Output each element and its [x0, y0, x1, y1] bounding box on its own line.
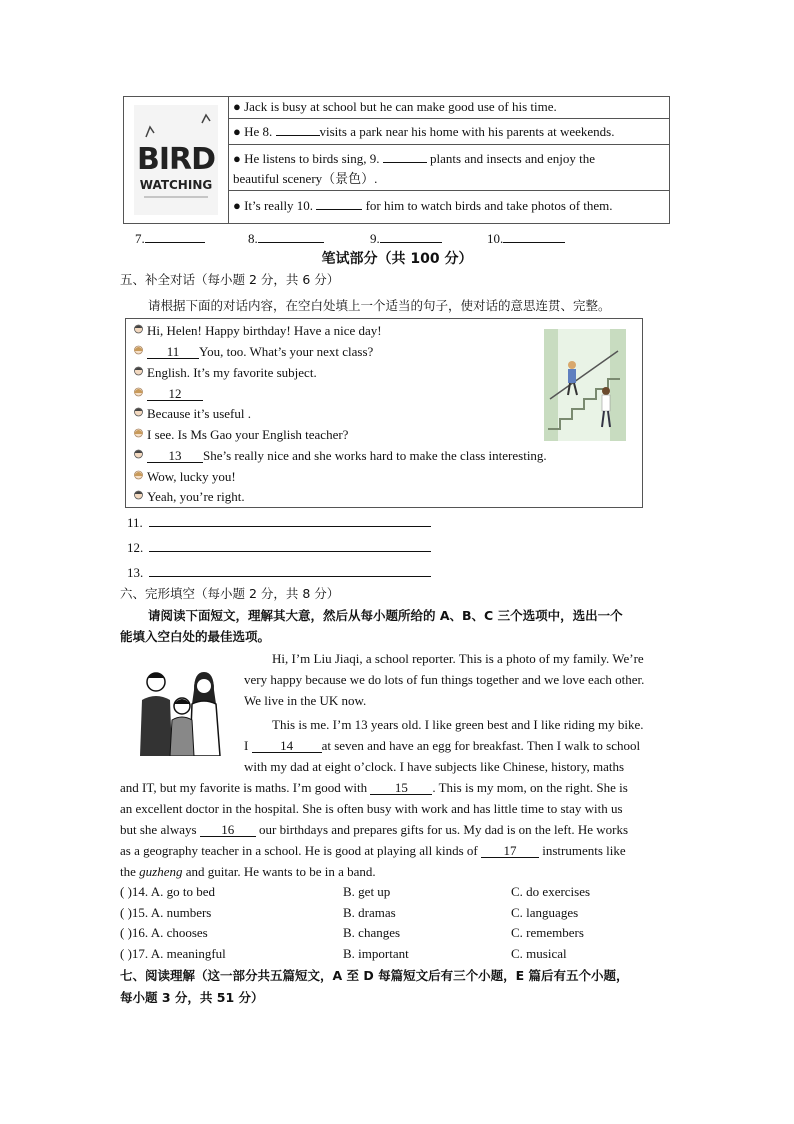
family-illustration [134, 668, 226, 756]
cloze-blank-17[interactable]: 17 [481, 844, 539, 858]
question-16-option-b[interactable]: B. changes [343, 925, 401, 940]
question-17: ( )17. A. meaningful [120, 946, 226, 961]
boy-face-icon [133, 406, 144, 418]
question-15: ( )15. A. numbers [120, 905, 212, 920]
table-row-4: ● It’s really 10. for him to watch birds and take photos of them. [233, 198, 613, 213]
passage-p1-line3: We live in the UK now. [244, 693, 367, 708]
passage-p2-line7: as a geography teacher in a school. He is good at playing all kinds of 17 instruments like [120, 843, 626, 858]
table-row-2: ● He 8. visits a park near his home with his parents at weekends. [229, 119, 669, 145]
boy-face-icon [133, 448, 144, 460]
section5-instruction: 请根据下面的对话内容，在空白处填上一个适当的句子，使对话的意思连贯、完整。 [148, 298, 611, 313]
written-part-title: 笔试部分（共 100 分） [321, 251, 473, 267]
dialogue-line-4 [133, 385, 203, 403]
dialogue-box [125, 318, 643, 508]
girl-face-icon [133, 344, 144, 356]
dialogue-line-6: I see. Is Ms Gao your English teacher? [133, 426, 348, 444]
section6-instruction-2: 能填入空白处的最佳选项。 [120, 629, 271, 644]
question-16-option-c[interactable]: C. remembers [511, 925, 584, 940]
dialogue-blank-12[interactable]: 12 [147, 387, 203, 401]
cloze-blank-16[interactable]: 16 [200, 823, 256, 837]
answer-10: 10. [487, 231, 565, 247]
girl-face-icon [133, 386, 144, 398]
question-15-option-b[interactable]: B. dramas [343, 905, 396, 920]
answer-9: 9. [370, 231, 442, 247]
question-17-option-b[interactable]: B. important [343, 946, 409, 961]
dialogue-line-7: 13 She’s really nice and she works hard to make the class interesting. [133, 447, 547, 465]
boy-face-icon [133, 323, 144, 335]
section7-heading-1: 七、阅读理解（这一部分共五篇短文，A 至 D 每篇短文后有三个小题，E 篇后有五个小题， [120, 968, 629, 983]
answer-13: 13. [127, 565, 431, 581]
answer-12-line[interactable] [149, 551, 431, 552]
passage-p2-line2: I 14 at seven and have an egg for breakfast. Then I walk to school [244, 738, 641, 753]
passage-p1-line2: very happy because we do lots of fun things together and we love each other. [244, 672, 645, 687]
cloze-blank-15[interactable]: 15 [370, 781, 432, 795]
dialogue-blank-13[interactable]: 13 [147, 449, 203, 463]
dialogue-line-1: Hi, Helen! Happy birthday! Have a nice day! [133, 322, 382, 340]
section6-heading: 六、完形填空（每小题 2 分，共 8 分） [120, 586, 340, 601]
table-row-3: ● He listens to birds sing, 9. plants and insects and enjoy the beautiful scenery（景色）. [229, 145, 669, 191]
section7-heading-2: 每小题 3 分，共 51 分） [120, 990, 264, 1005]
bird-watching-image [124, 97, 229, 223]
answer-8-line[interactable] [258, 242, 324, 243]
bird-watching-logo [124, 97, 228, 223]
svg-text:WATCHING: WATCHING [139, 178, 213, 192]
passage-p1-line1: Hi, I’m Liu Jiaqi, a school reporter. This is a photo of my family. We’re [272, 651, 644, 666]
answer-7: 7. [135, 231, 205, 247]
boy-face-icon [133, 489, 144, 501]
bird-watching-table [123, 96, 670, 224]
passage-p2-line5: an excellent doctor in the hospital. She is often busy with work and has little time to stay with us [120, 801, 623, 816]
answer-11: 11. [127, 515, 431, 531]
passage-p2-line6: but she always 16 our birthdays and prepares gifts for us. My dad is on the left. He works [120, 822, 629, 837]
boy-face-icon [133, 365, 144, 377]
answer-8: 8. [248, 231, 324, 247]
dialogue-line-9: Yeah, you’re right. [133, 488, 245, 506]
section5-heading: 五、补全对话（每小题 2 分，共 6 分） [120, 272, 340, 287]
answer-7-line[interactable] [145, 242, 205, 243]
answer-12: 12. [127, 540, 431, 556]
girl-face-icon [133, 469, 144, 481]
blank-9[interactable] [383, 162, 427, 163]
question-16: ( )16. A. chooses [120, 925, 208, 940]
section6-instruction-1: 请阅读下面短文，理解其大意，然后从每小题所给的 A、B、C 三个选项中，选出一个 [148, 608, 623, 623]
question-14-option-b[interactable]: B. get up [343, 884, 391, 899]
blank-10[interactable] [316, 209, 362, 210]
passage-p2-line8: the guzheng and guitar. He wants to be in a band. [120, 864, 376, 879]
answer-11-line[interactable] [149, 526, 431, 527]
dialogue-line-2: 11 You, too. What’s your next class? [133, 343, 373, 361]
passage-p2-line1: This is me. I’m 13 years old. I like green best and I like riding my bike. [272, 717, 644, 732]
dialogue-line-5: Because it’s useful . [133, 405, 251, 423]
staircase-illustration [544, 329, 626, 441]
answer-9-line[interactable] [380, 242, 442, 243]
passage-p2-line3: with my dad at eight o’clock. I have subjects like Chinese, history, maths [244, 759, 625, 774]
question-14: ( )14. A. go to bed [120, 884, 215, 899]
girl-face-icon [133, 427, 144, 439]
svg-text:BIRD: BIRD [136, 142, 216, 177]
question-17-option-c[interactable]: C. musical [511, 946, 567, 961]
answer-13-line[interactable] [149, 576, 431, 577]
cloze-blank-14[interactable]: 14 [252, 739, 322, 753]
answer-10-line[interactable] [503, 242, 565, 243]
table-row-1: ● Jack is busy at school but he can make good use of his time. [229, 97, 669, 119]
dialogue-line-8: Wow, lucky you! [133, 468, 236, 486]
question-14-option-c[interactable]: C. do exercises [511, 884, 591, 899]
blank-8[interactable] [276, 135, 320, 136]
passage-p2-line4: and IT, but my favorite is maths. I’m good with 15 . This is my mom, on the right. She is [120, 780, 628, 795]
question-15-option-c[interactable]: C. languages [511, 905, 579, 920]
dialogue-blank-11[interactable]: 11 [147, 345, 199, 359]
dialogue-line-3: English. It’s my favorite subject. [133, 364, 317, 382]
